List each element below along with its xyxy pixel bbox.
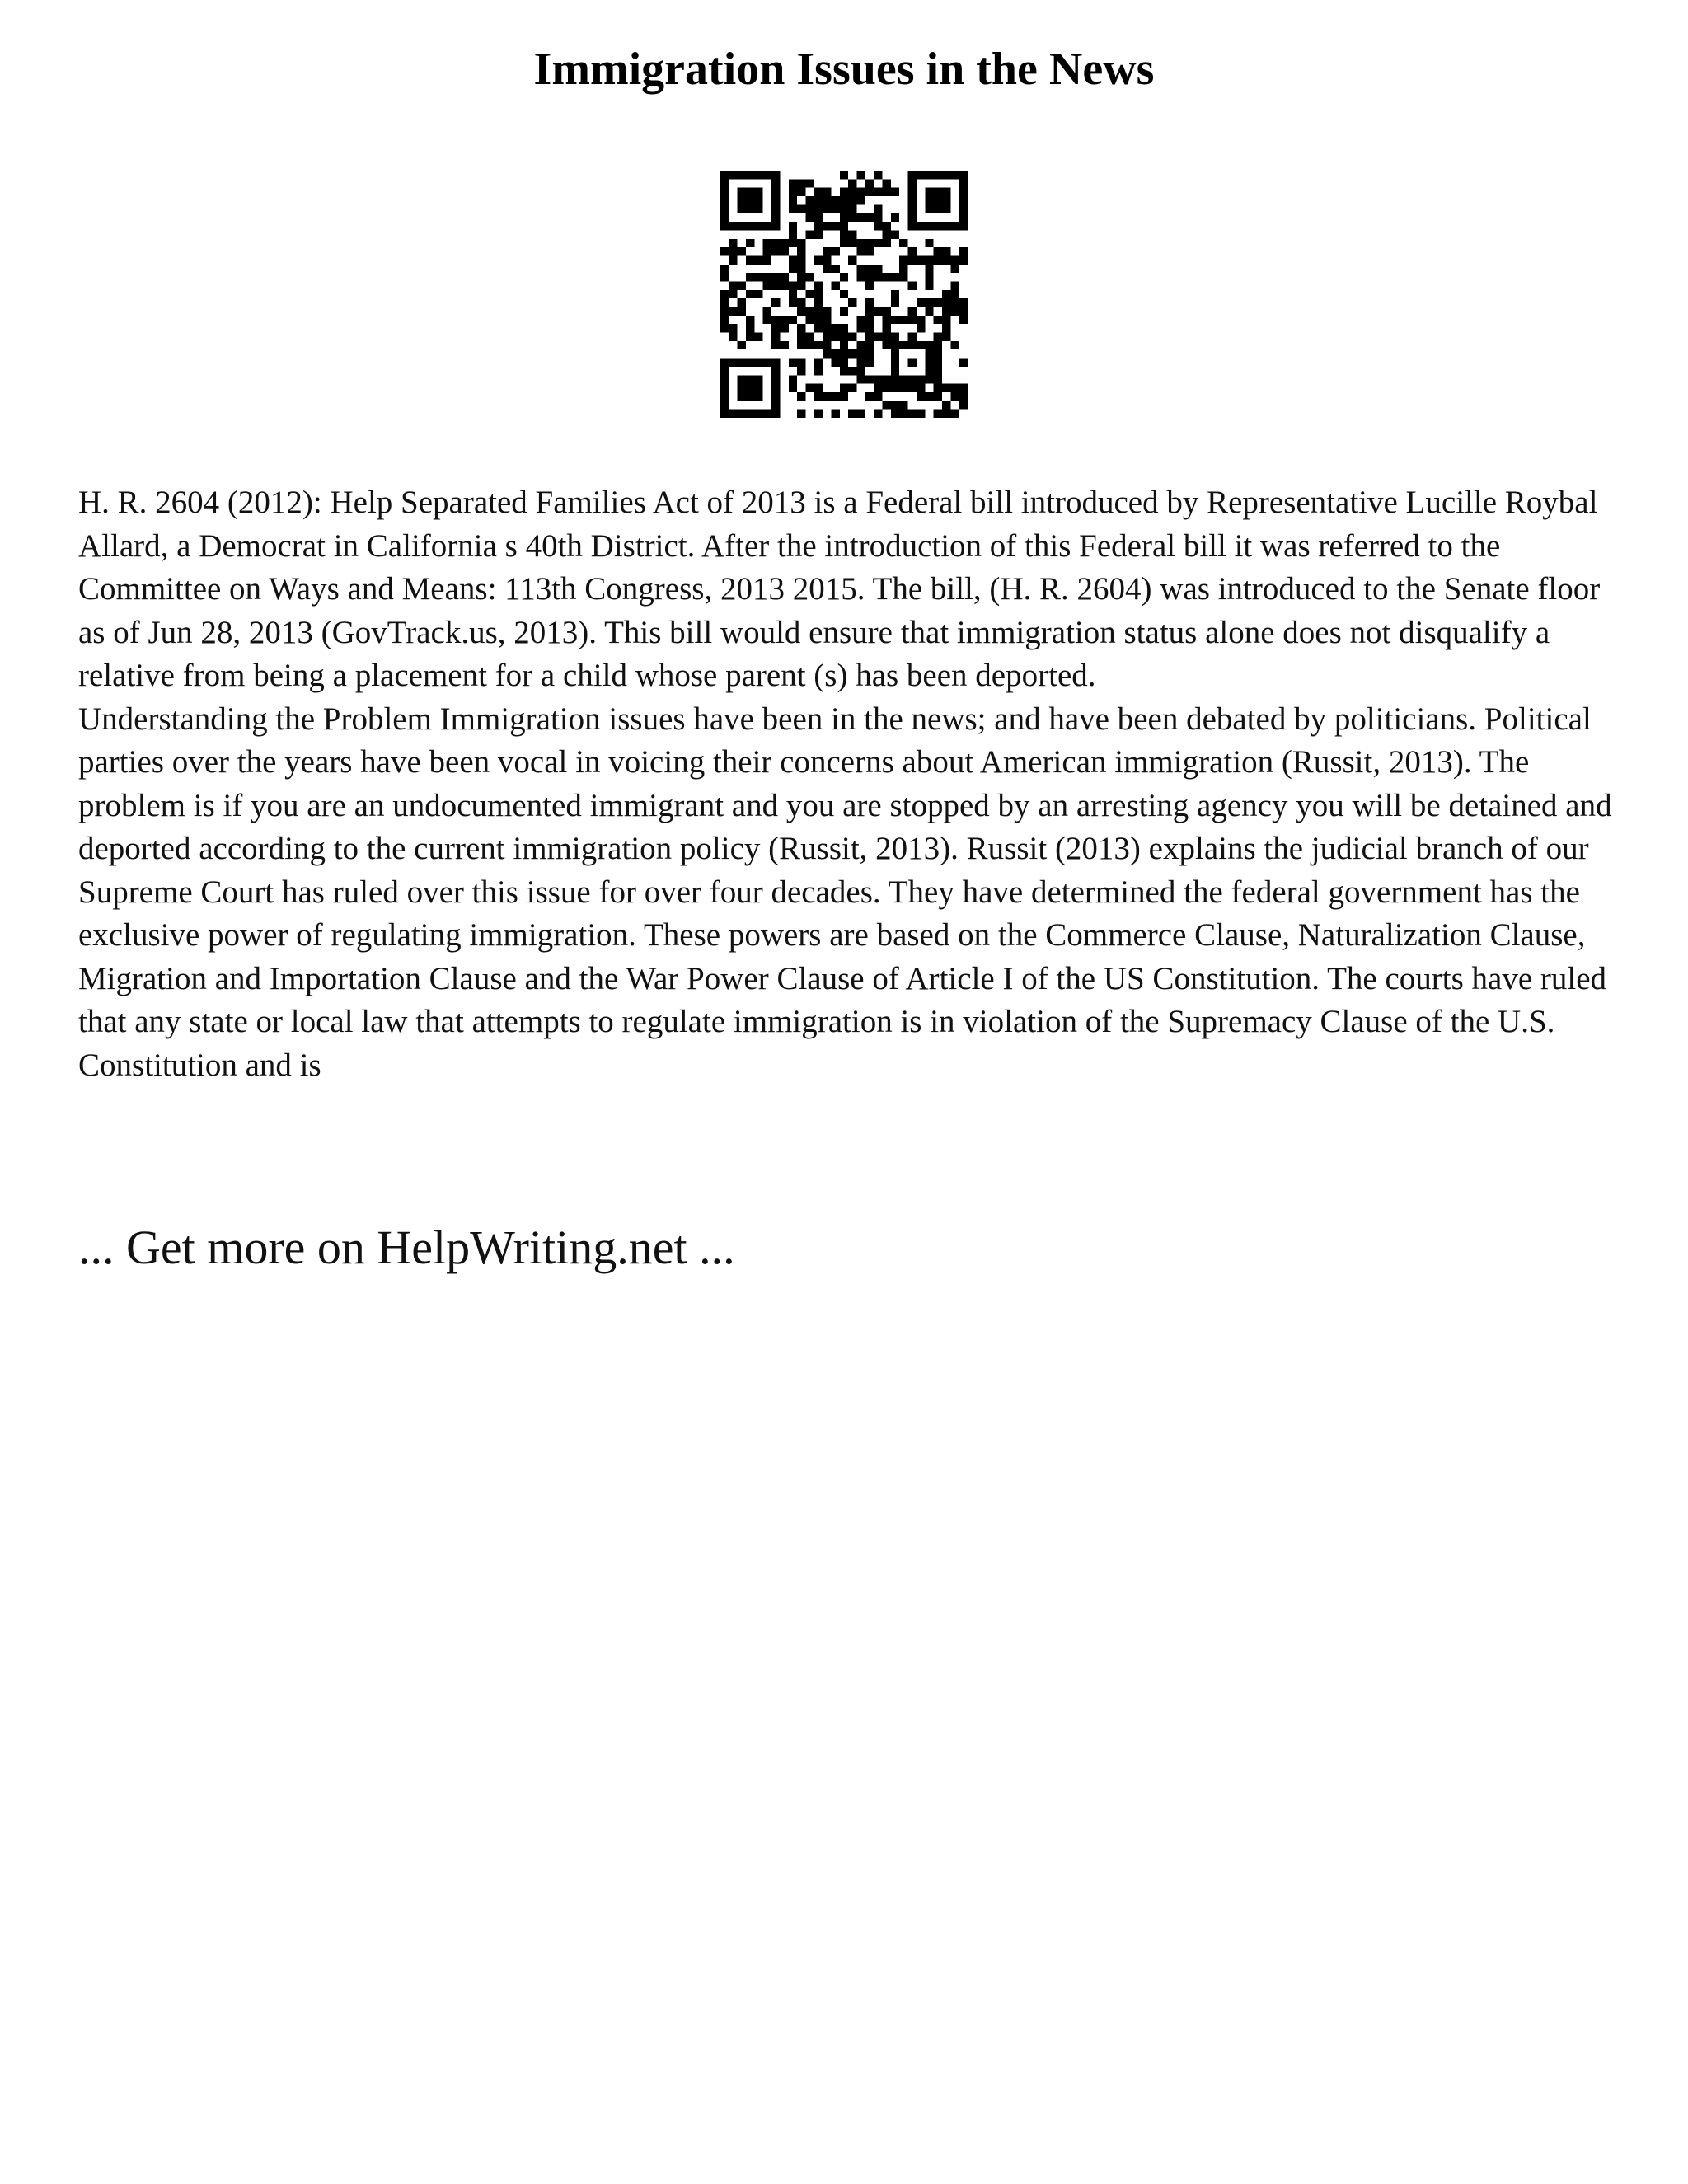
paragraph-bill-summary: H. R. 2604 (2012): Help Separated Families Act of 2013 is a Federal bill introduced by Representative Lucille Roybal Allard, a Democrat in California s 40th District. After the introduction of this Federal bill it was referred to the Committee on Ways and Means: 113th Congress, 2013 2015. The bill, (H. R. 2604) was introduced to the Senate floor as of Jun 28, 2013 (GovTrack.us, 2013). This bill would ensure that immigration status alone does not disqualify a relative from being a placement for a child whose parent (s) has been deported. bbox=[78, 485, 1601, 693]
paragraph-understanding-problem: Understanding the Problem Immigration issues have been in the news; and have been debated by politicians. Political parties over the years have been vocal in voicing their concerns about American immigration (Russit, 2013). The problem is if you are an undocumented immigrant and you are stopped by an arresting agency you will be detained and deported according to the current immigration policy (Russit, 2013). Russit (2013) explains the judicial branch of our Supreme Court has ruled over this issue for over four decades. They have determined the federal government has the exclusive power of regulating immigration. These powers are based on the Commerce Clause, Naturalization Clause, Migration and Importation Clause and the War Power Clause of Article I of the US Constitution. The courts have ruled that any state or local law that attempts to regulate immigration is in violation of the Supremacy Clause of the U.S. Constitution and is bbox=[78, 701, 1612, 1083]
get-more-link[interactable]: ... Get more on HelpWriting.net ... bbox=[78, 1221, 735, 1274]
article-body bbox=[78, 481, 1628, 1087]
qr-code-graphic bbox=[720, 171, 968, 418]
page-title: Immigration Issues in the News bbox=[533, 44, 1155, 95]
qr-code-icon[interactable] bbox=[720, 171, 968, 418]
